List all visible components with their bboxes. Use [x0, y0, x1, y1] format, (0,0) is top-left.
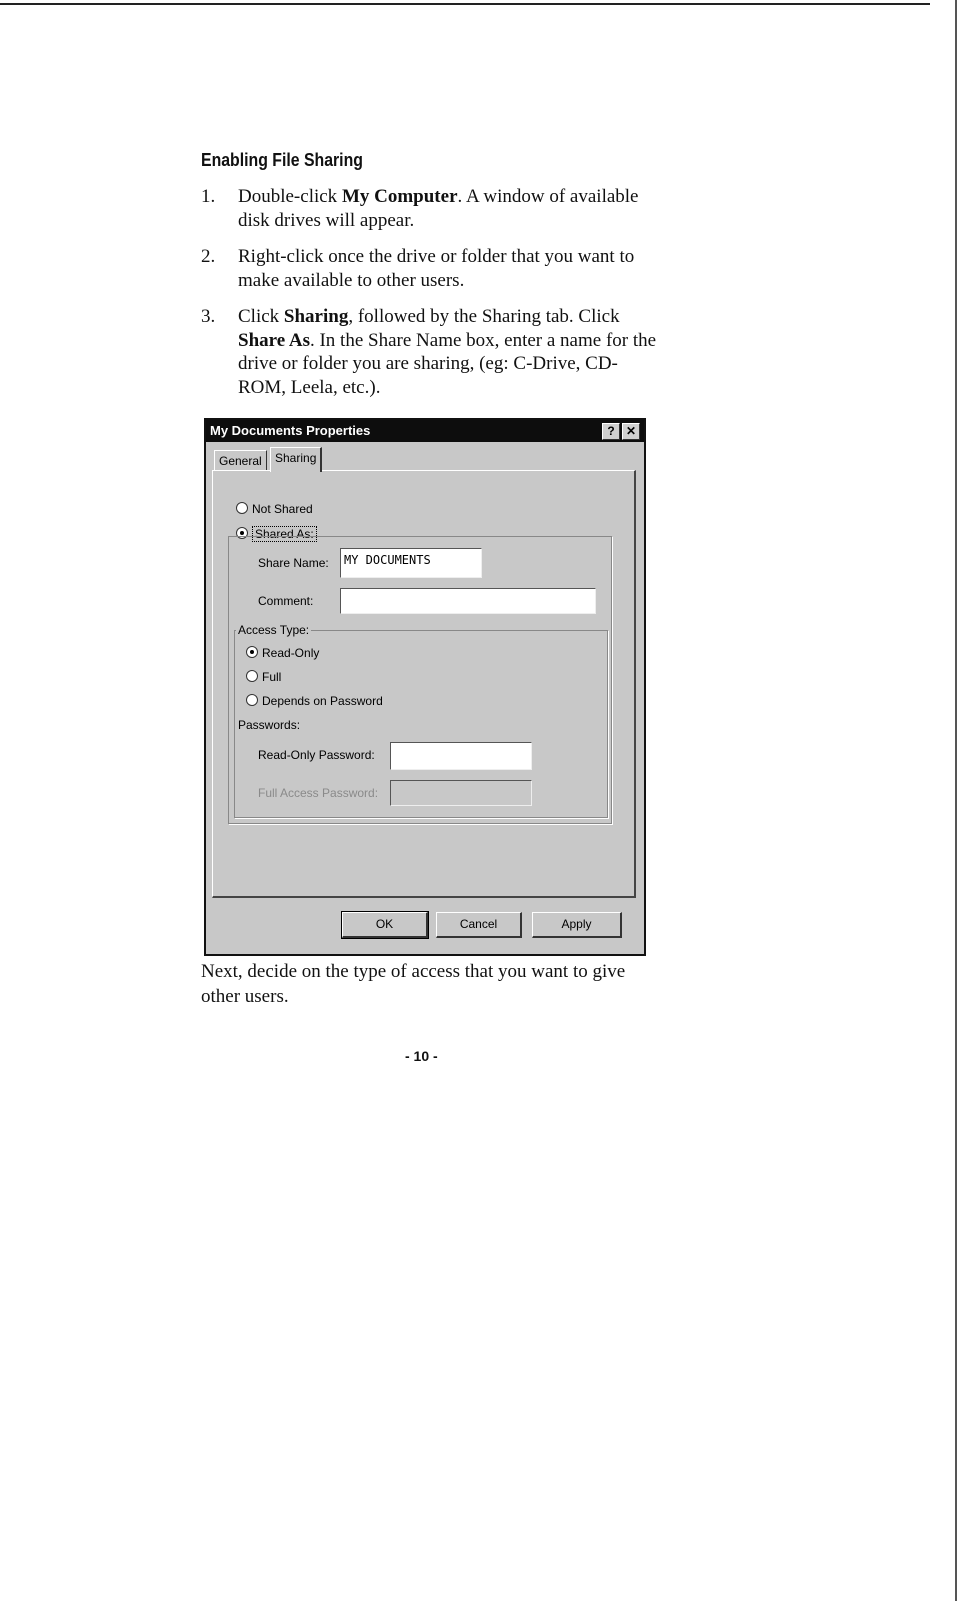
properties-dialog [204, 418, 646, 956]
bold-run: My Computer [341, 186, 458, 207]
step-2 [201, 245, 651, 295]
step-number: 1. [201, 186, 216, 207]
radio-selected-icon [246, 646, 258, 658]
text-run: . In the Share Name box, enter a name for the drive or folder you are sharing, (eg: C-Drive, CD-ROM, Leela, etc.). [238, 329, 657, 398]
section-heading: Enabling File Sharing [201, 150, 363, 170]
tab-sharing[interactable]: Sharing [270, 447, 322, 472]
not-shared-label: Not Shared [252, 502, 313, 516]
step-number: 2. [201, 246, 216, 267]
dialog-title: My Documents Properties [210, 423, 371, 438]
access-depends-option[interactable] [246, 694, 383, 708]
top-rule [0, 3, 930, 5]
text-run: Double-click [238, 186, 342, 207]
close-icon[interactable]: ✕ [622, 423, 640, 440]
radio-icon [246, 694, 258, 706]
text-run: , followed by the Sharing tab. Click [348, 306, 620, 327]
step-text [238, 185, 658, 232]
tab-general[interactable]: General [214, 450, 267, 471]
passwords-label: Passwords: [238, 718, 301, 732]
ok-button[interactable]: OK [342, 912, 428, 938]
radio-icon [236, 502, 248, 514]
page-number: - 10 - [405, 1048, 438, 1064]
radio-icon [246, 670, 258, 682]
not-shared-option[interactable] [236, 502, 313, 516]
text-run: Right-click once the drive or folder that you want to make available to other users. [238, 246, 635, 291]
text-run: . A window of available disk drives will appear. [238, 186, 639, 231]
full-access-password-input [390, 780, 532, 806]
step-text [238, 305, 658, 399]
bold-run: Sharing [283, 306, 349, 327]
cancel-button[interactable]: Cancel [436, 912, 522, 938]
read-only-password-label: Read-Only Password: [258, 748, 375, 762]
shared-as-label: Shared As: [252, 526, 317, 542]
dialog-titlebar [206, 420, 644, 442]
access-full-option[interactable] [246, 670, 281, 684]
text-run: Click [238, 306, 284, 327]
access-read-only-option[interactable] [246, 646, 319, 660]
help-icon[interactable]: ? [602, 423, 620, 440]
step-3 [201, 305, 657, 405]
caption-text: Next, decide on the type of access that you want to give other users. [201, 961, 626, 1007]
full-access-password-label: Full Access Password: [258, 786, 379, 800]
bold-run: Share As [238, 329, 310, 351]
comment-input[interactable] [340, 588, 596, 614]
access-type-label: Access Type: [238, 623, 310, 637]
step-number: 3. [201, 306, 216, 327]
full-label: Full [262, 670, 282, 684]
step-1 [201, 185, 651, 235]
step-text [238, 245, 658, 292]
page-edge [955, 0, 957, 1601]
apply-button[interactable]: Apply [532, 912, 622, 938]
share-name-input[interactable]: MY DOCUMENTS [340, 548, 482, 578]
share-name-label: Share Name: [258, 556, 329, 570]
read-only-label: Read-Only [262, 646, 320, 660]
read-only-password-input[interactable] [390, 742, 532, 770]
comment-label: Comment: [258, 594, 314, 608]
depends-on-password-label: Depends on Password [262, 694, 383, 708]
